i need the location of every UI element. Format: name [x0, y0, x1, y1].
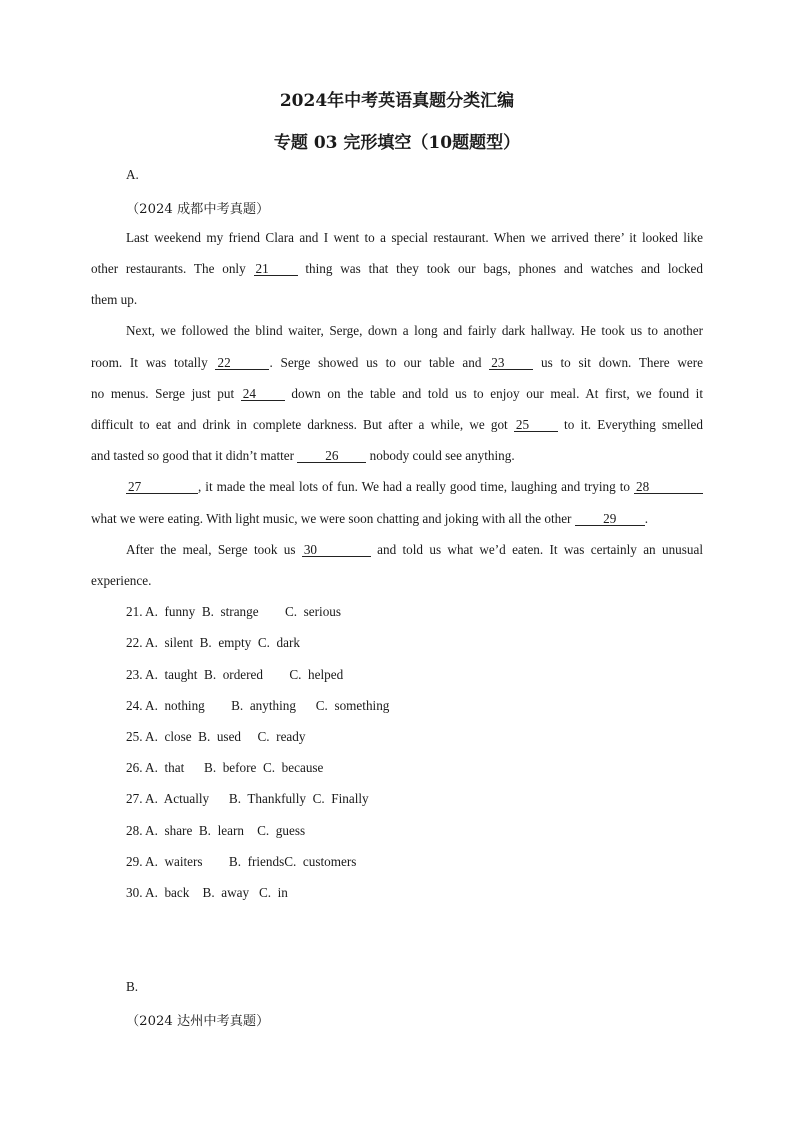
blank-24: 24: [241, 387, 285, 401]
option-row-22: 22. A. silent B. empty C. dark: [126, 635, 300, 650]
section-a-source: （2024 成都中考真题）: [126, 202, 270, 217]
blank-30: 30: [302, 543, 371, 557]
option-row-27: 27. A. Actually B. Thankfully C. Finally: [126, 791, 369, 806]
section-b-source: （2024 达州中考真题）: [126, 1014, 270, 1029]
passage-line: difficult to eat and drink in complete darkness. But after a while, we got 25 to it. Everything smelled: [91, 417, 704, 432]
option-row-30: 30. A. back B. away C. in: [126, 885, 288, 900]
blank-23: 23: [489, 356, 533, 370]
passage-line: other restaurants. The only 21 thing was that they took our bags, phones and watches and locked: [91, 261, 703, 276]
blank-26: 26: [297, 449, 366, 463]
document-subtitle: 专题 03 完形填空（10题题型）: [273, 133, 521, 153]
passage-line: After the meal, Serge took us 30 and told us what we’d eaten. It was certainly an unusual: [126, 542, 704, 557]
passage-line: what we were eating. With light music, we were soon chatting and joking with all the other 29 .: [91, 511, 649, 526]
passage-line: Last weekend my friend Clara and I went to a special restaurant. When we arrived there’ it looked like: [126, 230, 703, 245]
option-row-23: 23. A. taught B. ordered C. helped: [126, 667, 344, 682]
blank-29: 29: [575, 512, 645, 526]
option-row-29: 29. A. waiters B. friendsC. customers: [126, 854, 357, 869]
document-title: 2024年中考英语真题分类汇编: [279, 91, 515, 111]
passage-line: experience.: [91, 573, 152, 588]
option-row-25: 25. A. close B. used C. ready: [126, 729, 306, 744]
blank-27: 27: [126, 480, 198, 494]
section-b-label: B.: [126, 979, 139, 994]
passage-line: Next, we followed the blind waiter, Serge, down a long and fairly dark hallway. He took us to another: [126, 323, 703, 338]
blank-28: 28: [634, 480, 703, 494]
blank-22: 22: [215, 356, 269, 370]
option-row-24: 24. A. nothing B. anything C. something: [126, 698, 390, 713]
passage-line: room. It was totally 22 . Serge showed us to our table and 23 us to sit down. There were: [91, 355, 703, 370]
passage-line: them up.: [91, 292, 138, 307]
blank-21: 21: [254, 262, 298, 276]
option-row-28: 28. A. share B. learn C. guess: [126, 823, 306, 838]
passage-line: 27 , it made the meal lots of fun. We had a really good time, laughing and trying to 28: [126, 479, 703, 495]
option-row-26: 26. A. that B. before C. because: [126, 760, 324, 775]
option-row-21: 21. A. funny B. strange C. serious: [126, 604, 342, 619]
passage-line: and tasted so good that it didn’t matter 26 nobody could see anything.: [91, 448, 515, 463]
blank-25: 25: [514, 418, 558, 432]
passage-line: no menus. Serge just put 24 down on the table and told us to enjoy our meal. At first, we found it: [91, 386, 704, 401]
section-a-label: A.: [126, 167, 139, 182]
